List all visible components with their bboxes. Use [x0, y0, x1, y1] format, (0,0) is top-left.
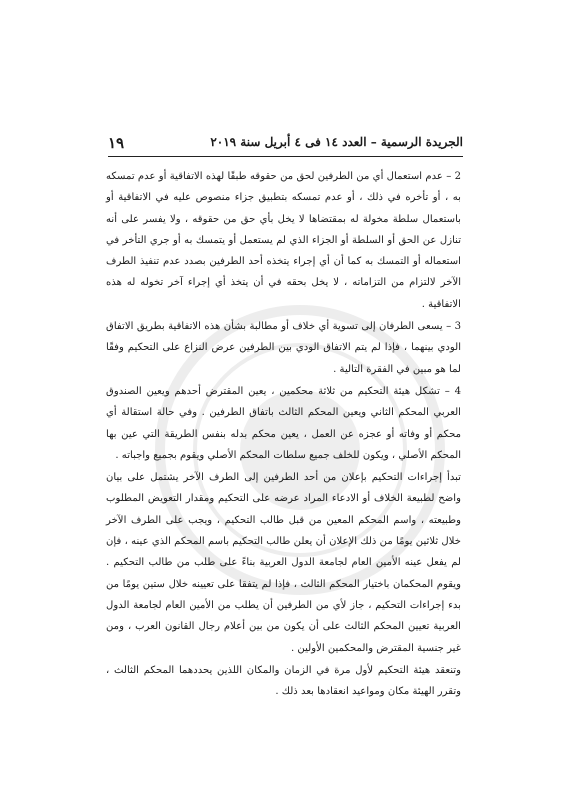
running-title: الجريدة الرسمية – العدد ١٤ فى ٤ أبريل سنة ٢٠١٩ [210, 135, 463, 149]
document-body [106, 166, 461, 703]
page-header [108, 132, 463, 157]
paragraph-tribunal-meeting: وتنعقد هيئة التحكيم لأول مرة في الزمان والمكان اللذين يحددهما المحكم الثالث ، وتقرر الهيئة مكان ومواعيد انعقادها بعد ذلك . [106, 664, 461, 698]
paragraph-clause-3: 3 – يسعى الطرفان إلى تسوية أي خلاف أو مطالبة بشأن هذه الاتفاقية بطريق الاتفاق الودي بينهما ، فإذا لم يتم الاتفاق الودي بين الطرفين عرض النزاع على التحكيم وفقًا لما هو مبين في الفقرة التالية . [106, 321, 461, 375]
page-number: ١٩ [108, 134, 125, 152]
paragraph-clause-2: 2 – عدم استعمال أي من الطرفين لحق من حقوقه طبقًا لهذه الاتفاقية أو عدم تمسكه به ، أو تأخره في ذلك ، أو عدم تمسكه بتطبيق جزاء منصوص عليه في الاتفاقية أو باستعمال سلطة مخولة له بمقتضاها لا يخل بأي حق من حقوقه ، ولا يفسر على أنه تنازل عن الحق أو السلطة أو الجزاء الذي لم يستعمل أو يتمسك به أو جري التأخر في استعماله أو التمسك به كما أن أي إجراء يتخذه أحد الطرفين بصدد عدم تنفيذ الطرف الآخر لالتزام من التزاماته ، لا يخل بحقه في أن يتخذ أي إجراء آخر تخوله له هذه الاتفاقية . [106, 171, 461, 310]
paragraph-arbitration-procedure: تبدأ إجراءات التحكيم بإعلان من أحد الطرفين إلى الطرف الآخر يشتمل على بيان واضح لطبيعة الخلاف أو الادعاء المراد عرضه على التحكيم ومقدار التعويض المطلوب وطبيعته ، واسم المحكم المعين من قبل طالب التحكيم ، ويجب على الطرف الآخر خلال ثلاثين يومًا من ذلك الإعلان أن يعلن طالب التحكيم باسم المحكم الذي عينه ، فإن لم يفعل عينه الأمين العام لجامعة الدول العربية بناءً على طلب من طالب التحكيم . ويقوم المحكمان باختيار المحكم الثالث ، فإذا لم يتفقا على تعيينه خلال ستين يومًا من بدء إجراءات التحكيم ، جاز لأي من الطرفين أن يطلب من الأمين العام لجامعة الدول العربية تعيين المحكم الثالث على أن يكون من بين أعلام رجال القانون العرب ، ومن غير جنسية المقترض والمحكمين الأولين . [106, 472, 461, 654]
paragraph-clause-4: 4 – تشكل هيئة التحكيم من ثلاثة محكمين ، يعين المقترض أحدهم ويعين الصندوق العربي المحكم الثاني ويعين المحكم الثالث باتفاق الطرفين . وفي حالة استقالة أي محكم أو وفاته أو عجزه عن العمل ، يعين محكم بدله بنفس الطريقة التي عين بها المحكم الأصلي ، ويكون للخلف جميع سلطات المحكم الأصلي ويقوم بجميع واجباته . [106, 385, 461, 461]
